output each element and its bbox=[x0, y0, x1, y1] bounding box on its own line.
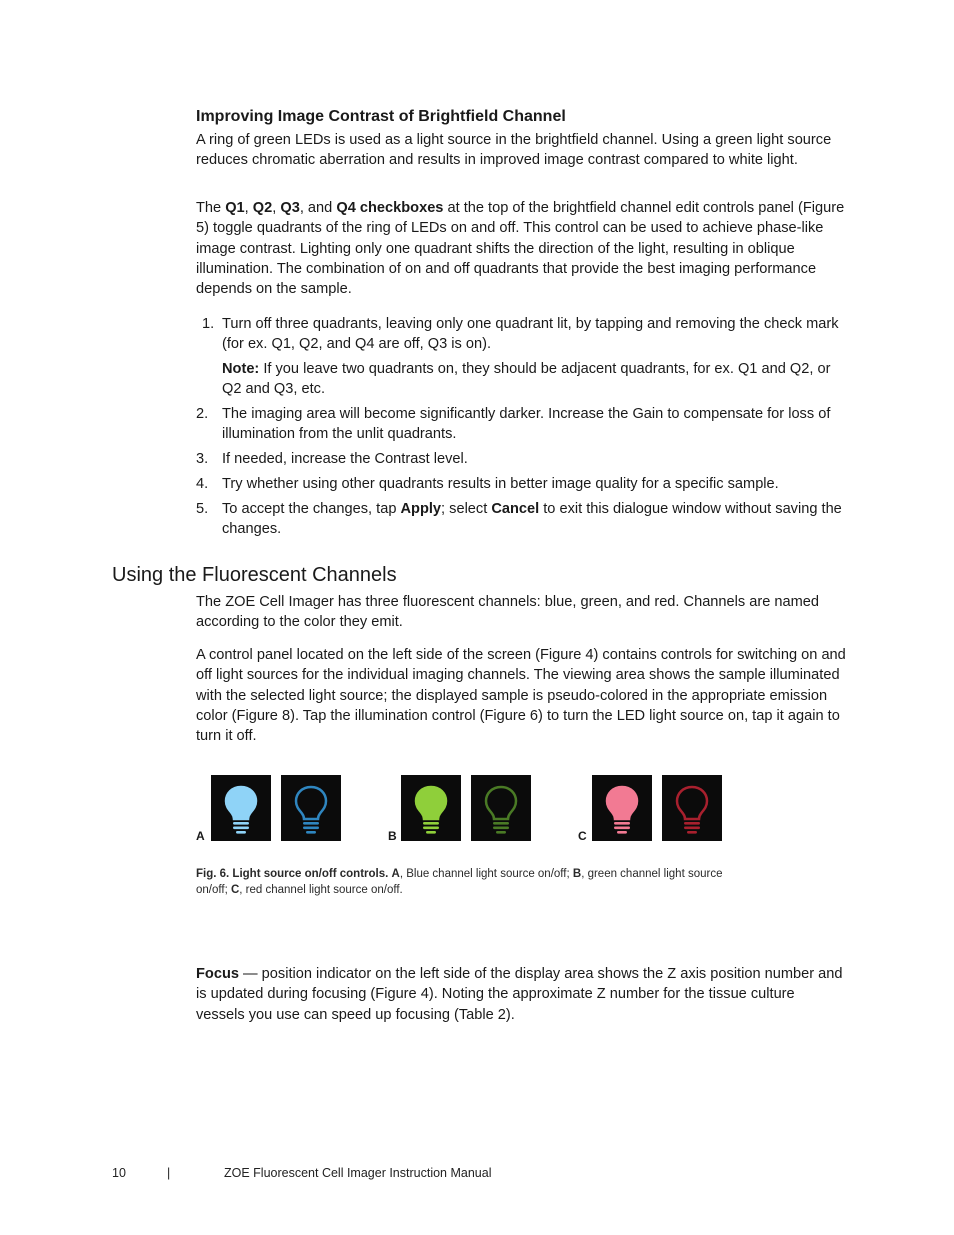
list-text: Try whether using other quadrants results in better image quality for a specific sample. bbox=[222, 476, 779, 492]
figure-caption: Fig. 6. Light source on/off controls. A, Blue channel light source on/off; B, green channel light source on/off; C, red channel light source on/off. bbox=[196, 868, 723, 896]
paragraph-three-channels: The ZOE Cell Imager has three fluorescent channels: blue, green, and red. Channels are named according to the color they emit. bbox=[196, 594, 820, 631]
bulb-icon-green-off bbox=[471, 775, 531, 841]
panel-label-c: C bbox=[578, 829, 587, 843]
section-heading-fluorescent: Using the Fluorescent Channels bbox=[112, 564, 397, 586]
panel-label-b: B bbox=[388, 829, 397, 843]
footer-title: ZOE Fluorescent Cell Imager Instruction Manual bbox=[224, 1166, 492, 1180]
paragraph-quadrant-checkboxes: The Q1, Q2, Q3, and Q4 checkboxes at the top of the brightfield channel edit controls panel (Figure 5) toggle quadrants of the ring of LEDs on and off. This control can be used to achieve phase-like image contrast. Lighting only one quadrant shifts the direction of the light, resulting in oblique illumination. The combination of on and off quadrants that provide the best imaging performance depends on the sample. bbox=[196, 200, 845, 298]
list-number: 5. bbox=[196, 501, 209, 517]
list-number: 2. bbox=[196, 406, 209, 422]
bulb-icon-red-on bbox=[592, 775, 652, 841]
section-heading-brightfield: Improving Image Contrast of Brightfield Channel bbox=[196, 108, 566, 125]
list-number: 1. bbox=[202, 316, 215, 332]
note-label: Note: bbox=[222, 361, 260, 377]
list-text: To accept the changes, tap Apply; select Cancel to exit this dialogue window without saving the changes. bbox=[222, 501, 842, 538]
bulb-icon-blue-on bbox=[211, 775, 271, 841]
bulb-icon-blue-off bbox=[281, 775, 341, 841]
bulb-icon-green-on bbox=[401, 775, 461, 841]
footer-separator: | bbox=[167, 1166, 171, 1180]
paragraph-green-leds: A ring of green LEDs is used as a light source in the brightfield channel. Using a green light source reduces chromatic aberration and results in improved image contrast compared to white light. bbox=[196, 132, 832, 169]
panel-label-a: A bbox=[196, 829, 205, 843]
paragraph-focus: Focus — position indicator on the left side of the display area shows the Z axis position number and is updated during focusing (Figure 4). Noting the approximate Z number for the tissue culture vessels you use can speed up focusing (Table 2). bbox=[196, 966, 843, 1023]
page-number: 10 bbox=[112, 1166, 126, 1180]
list-text: If needed, increase the Contrast level. bbox=[222, 451, 468, 467]
list-text: The imaging area will become significantly darker. Increase the Gain to compensate for loss of illumination from the unlit quadrants. bbox=[222, 406, 831, 443]
list-number: 4. bbox=[196, 476, 209, 492]
bulb-icon-red-off bbox=[662, 775, 722, 841]
list-number: 3. bbox=[196, 451, 209, 467]
note-text: If you leave two quadrants on, they should be adjacent quadrants, for ex. Q1 and Q2, or Q2 and Q3, etc. bbox=[222, 361, 831, 398]
list-text: Turn off three quadrants, leaving only one quadrant lit, by tapping and removing the check mark (for ex. Q1, Q2, and Q4 are off, Q3 is on). bbox=[222, 316, 839, 353]
paragraph-control-panel: A control panel located on the left side of the screen (Figure 4) contains controls for switching on and off light sources for the individual imaging channels. The viewing area shows the sample illuminated with the selected light source; the displayed sample is pseudo-colored in the appropriate emission color (Figure 8). Tap the illumination control (Figure 6) to turn the LED light source on, tap it again to turn it off. bbox=[196, 647, 846, 745]
